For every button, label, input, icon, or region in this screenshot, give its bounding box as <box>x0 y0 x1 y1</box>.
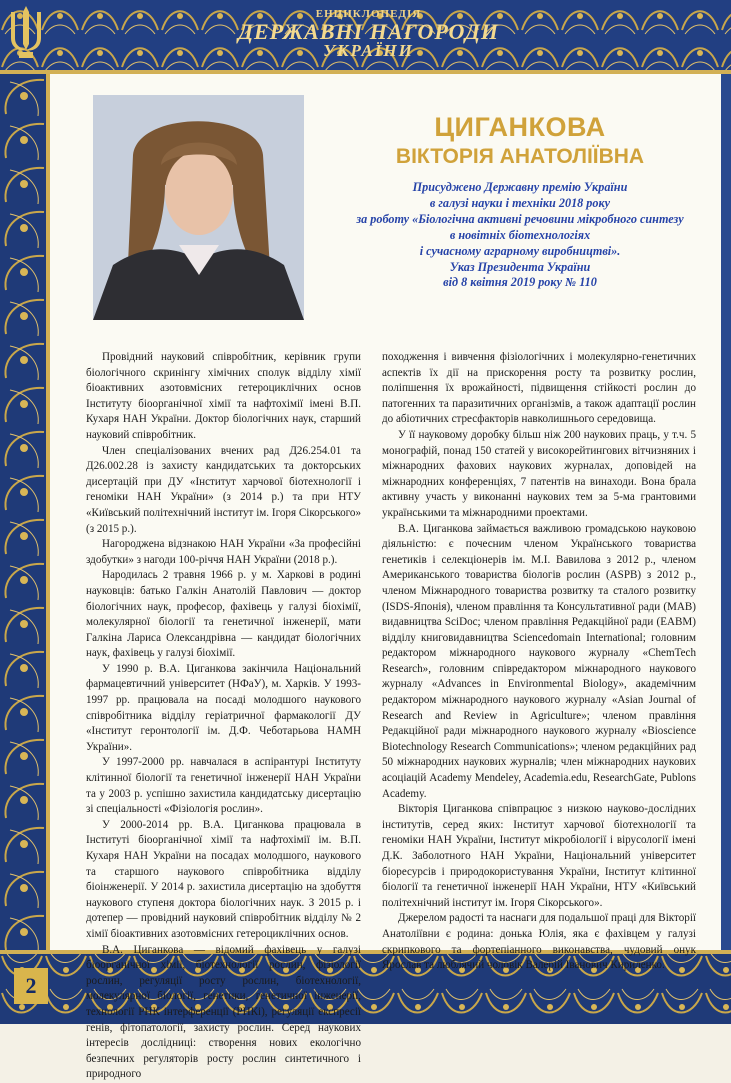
header-line-2: ДЕРЖАВНІ НАГОРОДИ <box>237 19 500 44</box>
person-surname: ЦИГАНКОВА <box>434 112 606 142</box>
page-number: 2 <box>14 968 48 1004</box>
award-line: Указ Президента України <box>449 259 591 274</box>
right-ornament-border <box>721 74 731 950</box>
paragraph: В.А. Циганкова — відомий фахівець у галузі біоорганічної хімії, біотехнології рослин, фізіології рослин, регуляції росту рослин, біотехнології, молекулярної біології, генетики, генетичної інженерії, технології РНК інтерференції (РНКі), регуляції експресії генів, фітопатології, захисту рослин. Серед наукових інтересів дослідниці: створення нових екологічно безпечних регуляторів росту рослин синтетичного і природного <box>86 943 361 1081</box>
paragraph: У 1990 р. В.А. Циганкова закінчила Національний фармацевтичний університет (НФаУ), м. Харків. У 1993-1997 рр. працювала на посаді молодшого наукового співробітника відділу геріатричної фармакології ДУ «Інститут геронтології ім. Д.Ф. Чеботарьова НАМН України». <box>86 662 361 753</box>
person-given-names: ВІКТОРІЯ АНАТОЛІЇВНА <box>395 145 645 168</box>
award-line: за роботу «Біологічна активні речовини мікробного синтезу <box>356 211 684 226</box>
paragraph: походження і вивчення фізіологічних і молекулярно-генетичних аспектів їх дії на прискорення росту та розвитку рослин, поліпшення їх врожайності, підвищення стійкості рослин до патогенних та паразитичних організмів, а також адаптації рослин до абіотичних стресфакторів навколишнього середовища. <box>382 351 696 426</box>
award-line: в новітніх біотехнологіях <box>449 227 591 242</box>
top-ornament-border <box>0 0 731 74</box>
paragraph: В.А. Циганкова займається важливою громадською науковою діяльністю: є почесним членом Українського товариства генетиків і селекціонерів ім. М.І. Вавилова з 2012 р., членом Американського товариства біологів рослин (ASPB) з 2012 р., членом Міжнародного товариства розвитку та сталого розвитку (ISDS-Японія), членом правління та Консультативної ради (MAB) видавництва SciDoc; членом правління Редакційної ради (EABM) відділу книговидавництва Sciencedomain International; головним редактором міжнародного наукового журналу «ChemTech Research», головним співредактором міжнародного наукового журналу «Advances in Environmental Biology», академічним редактором міжнародного наукового журналу «Asian Journal of Research and Review in Agriculture»; членом правління Редакційної ради міжнародного наукового журналу «Bioscience Biotechnology Research Communications»; членом редакційних рад 50 міжнародних наукових журналів; член міжнародних наукових асоціацій Academy Mendeley, Academia.edu, ResearchGate, Publons Academy. <box>382 522 696 800</box>
encyclopedia-header <box>216 8 521 68</box>
paragraph: У її науковому доробку більш ніж 200 наукових праць, у т.ч. 5 монографій, понад 150 статей у високорейтингових вітчизняних і міжнародних фахових наукових журналах, доповідей на міжнародних конференціях, 7 патентів на винаходи. Вона брала активну участь у виконанні наукових тем за 5-ма грантовими українськими та міжнародними проектами. <box>382 428 696 519</box>
header-line-3: УКРАЇНИ <box>323 41 414 60</box>
paragraph: Нагороджена відзнакою НАН України «За професійні здобутки» з нагоди 100-річчя НАН України (2018 р.). <box>86 538 361 566</box>
award-line: Присуджено Державну премію України <box>412 180 628 194</box>
left-ornament-border <box>0 74 50 950</box>
award-description <box>330 180 710 291</box>
award-line: в галузі науки і техніки 2018 року <box>429 195 611 210</box>
header-line-1: ЕНЦИКЛОПЕДІЯ <box>315 8 422 20</box>
portrait-photo <box>93 95 304 320</box>
paragraph: Провідний науковий співробітник, керівник групи біологічного скринінгу хімічних сполук відділу хімії біоактивних азотовмісних гетероциклічних основ Інституту біоорганічної хімії та нафтохімії імені В.П. Кухаря НАН України. Доктор біологічних наук, старший науковий співробітник. <box>86 351 361 441</box>
paragraph: Вікторія Циганкова співпрацює з низкою науково-дослідних інститутів, серед яких: Інститут харчової біотехнології та геноміки НАН України, Інститут мікробіології і вірусології імені Д.К. Заболотного НАН України, Національний університет біоресурсів і природокористування України, Інститут клітинної біології та генетичної інженерії НАН України, НТУ «Київський політехнічний інститут ім. Ігоря Сікорського». <box>382 803 696 909</box>
right-text-column <box>382 350 696 974</box>
paragraph: Джерелом радості та наснаги для подальшої праці для Вікторії Анатоліївни є родина: донька Юлія, яка є фахівцем у галузі скрипкового та фортепіанного виконавства, чудовий онук Ярослав та люблячий чоловік Валерій Іванович Кириленко. <box>382 912 696 972</box>
paragraph: Член спеціалізованих вчених рад Д26.254.01 та Д26.002.28 із захисту кандидатських та докторських дисертацій при ДУ «Інститут харчової біотехнології і геноміки НАН України» (з 2014 р.) та при НТУ «Київський політехнічний інститут ім. Ігоря Сікорського» (з 2015 р.). <box>86 444 361 535</box>
trident-emblem-icon <box>7 4 45 62</box>
left-text-column <box>86 350 361 1083</box>
paragraph: У 1997-2000 рр. навчалася в аспірантурі Інституту клітинної біології та генетичної інженерії НАН України та у 2003 р. успішно захистила кандидатську дисертацію зі спеціальності «Фізіологія рослин». <box>86 756 361 816</box>
award-line: від 8 квітня 2019 року № 110 <box>443 275 597 290</box>
paragraph: У 2000-2014 рр. В.А. Циганкова працювала в Інституті біоорганічної хімії та нафтохімії ім. В.П. Кухаря НАН України на посадах молодшого, наукового та старшого наукового співробітника відділу біоінженерії. У 2014 р. захистила дисертацію на здобуття наукового ступеня доктора біологічних наук. З 2015 р. і дотепер — провідний науковий співробітник відділу № 2 хімії біоактивних азотовмісних гетероциклічних основ. <box>86 818 361 940</box>
award-line: і сучасному аграрному виробництві». <box>419 243 621 258</box>
paragraph: Народилась 2 травня 1966 р. у м. Харкові в родині науковців: батько Галкін Анатолій Павлович — доктор біологічних наук, професор, фахівець у галузі біохімії, молекулярної біології та генетичної інженерії, мати Галкіна Лариса Олександрівна — кандидат біологічних наук, фахівець у галузі біохімії. <box>86 569 361 660</box>
